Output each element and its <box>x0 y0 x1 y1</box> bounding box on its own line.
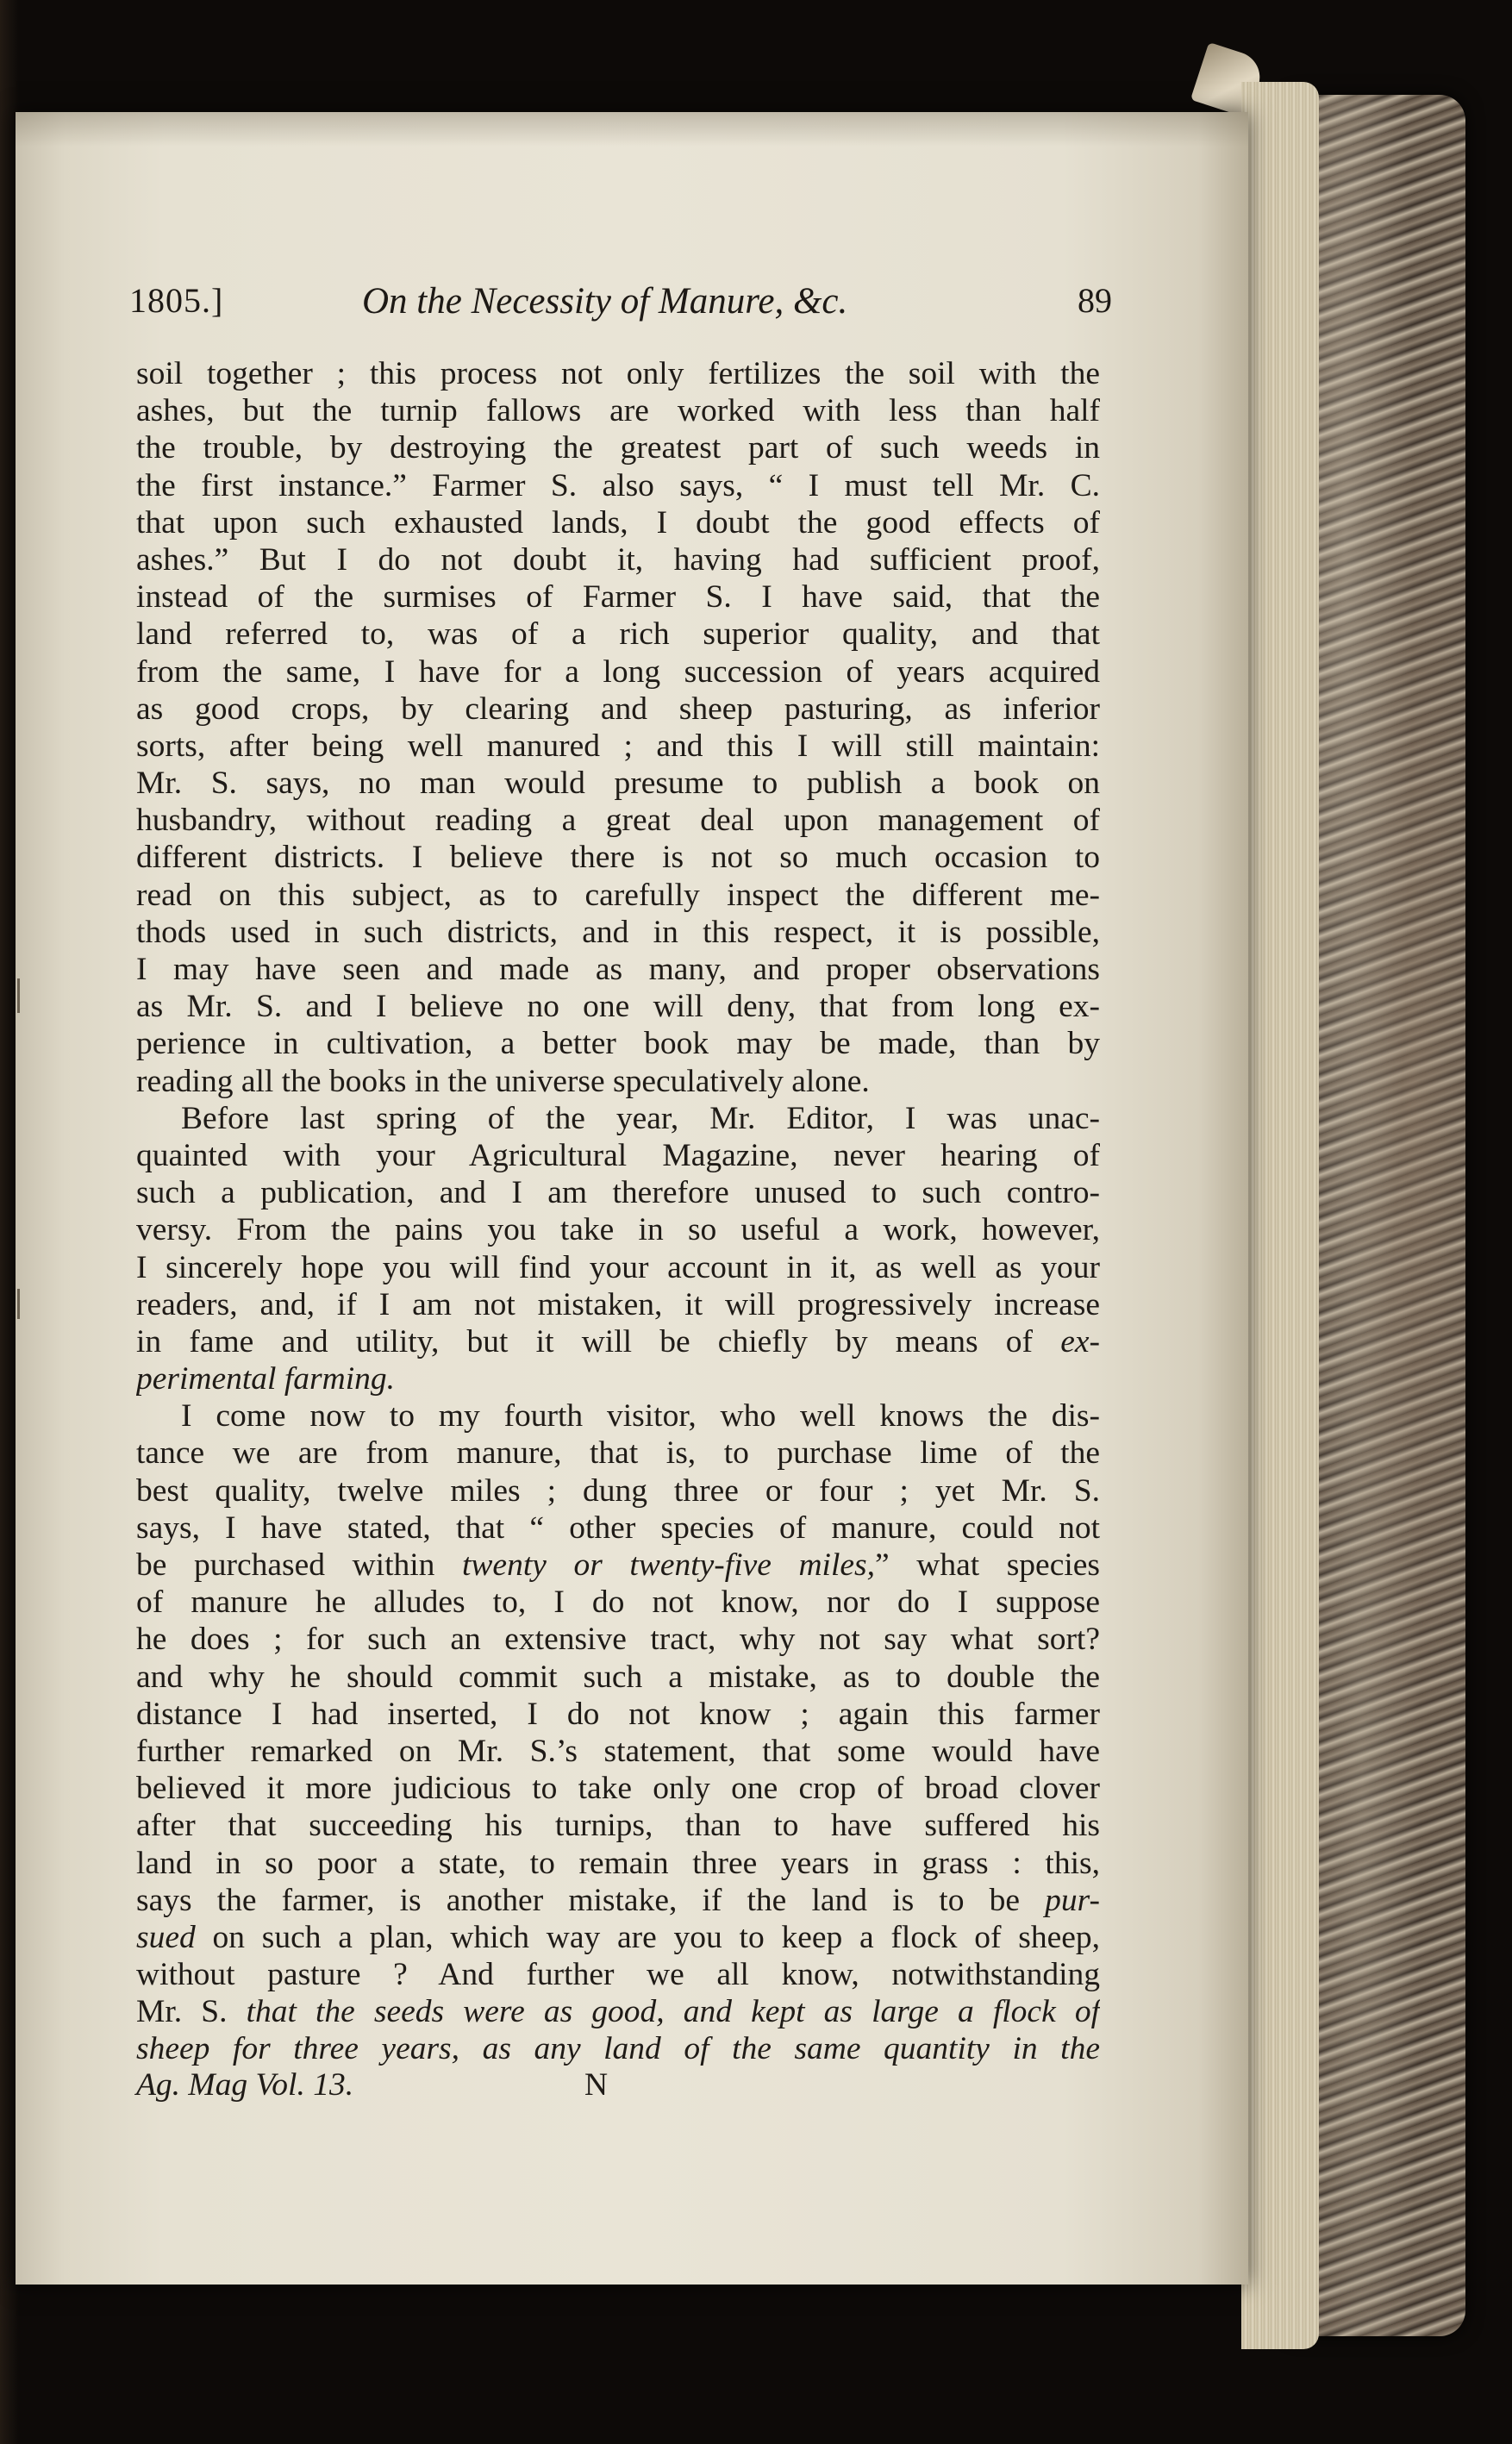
italic-text: pur- <box>1045 1882 1100 1918</box>
text-line <box>136 578 1100 616</box>
text-line <box>136 1286 1100 1323</box>
italic-text: ex- <box>1060 1323 1100 1360</box>
italic-text: perimental farming. <box>136 1361 395 1397</box>
running-header <box>129 280 1112 332</box>
line-text: readers, and, if I am not mistaken, it will progressively increase <box>136 1286 1100 1322</box>
text-line <box>136 504 1100 541</box>
line-text: Before last spring of the year, Mr. Editor, I was unac- <box>181 1100 1100 1136</box>
text-line <box>136 1397 1100 1435</box>
line-text: further remarked on Mr. S.’s statement, that some would have <box>136 1733 1100 1769</box>
line-text: the first instance.” Farmer S. also says, “ I must tell Mr. C. <box>136 467 1100 503</box>
line-text: in fame and utility, but it will be chiefly by means of <box>136 1323 1061 1360</box>
line-text: soil together ; this process not only fertilizes the soil with the <box>136 356 1100 391</box>
text-line <box>136 1063 1100 1100</box>
line-text: husbandry, without reading a great deal upon management of <box>136 803 1100 839</box>
line-text: after that succeeding his turnips, than to have suffered his <box>136 1808 1100 1844</box>
italic-text: sued <box>136 1919 196 1955</box>
italic-text: twenty or twenty-five miles, <box>462 1547 876 1583</box>
line-text: that upon such exhausted lands, I doubt the good effects of <box>136 504 1100 541</box>
text-line <box>136 691 1100 728</box>
page-shadow <box>16 112 1248 147</box>
line-text: land in so poor a state, to remain three years in grass : this, <box>136 1845 1100 1881</box>
text-line <box>136 1174 1100 1211</box>
line-text: the trouble, by destroying the greatest part of such weeds in <box>136 430 1100 466</box>
line-text: as good crops, by clearing and sheep pasturing, as inferior <box>136 691 1100 727</box>
line-text: versy. From the pains you take in so useful a work, however, <box>136 1212 1100 1248</box>
text-line <box>136 1510 1100 1547</box>
text-line <box>136 467 1100 504</box>
text-line <box>136 1659 1100 1696</box>
text-line <box>136 839 1100 876</box>
line-text: as Mr. S. and I believe no one will deny, that from long ex- <box>136 989 1100 1025</box>
text-line <box>136 1137 1100 1174</box>
text-line <box>136 653 1100 691</box>
line-text: land referred to, was of a rich superior quality, and that <box>136 616 1100 653</box>
book-page-edges <box>1241 82 1319 2349</box>
text-line <box>136 1249 1100 1286</box>
line-text: Mr. S. says, no man would presume to publish a book on <box>136 766 1100 802</box>
text-line <box>136 2030 1100 2067</box>
line-text: says the farmer, is another mistake, if the land is to be <box>136 1882 1046 1918</box>
page-number: 89 <box>1078 281 1112 320</box>
text-line <box>136 541 1100 578</box>
text-line <box>136 802 1100 839</box>
text-line <box>136 1435 1100 1472</box>
line-text: believed it more judicious to take only one crop of broad clover <box>136 1771 1100 1807</box>
line-text: I sincerely hope you will find your account in it, as well as your <box>136 1249 1100 1285</box>
text-line <box>136 1807 1100 1844</box>
line-text: ” what species <box>875 1547 1100 1583</box>
margin-mark <box>17 978 20 1013</box>
header-year: 1805.] <box>129 281 224 320</box>
text-line <box>136 1845 1100 1882</box>
line-text: perience in cultivation, a better book may be made, than by <box>136 1026 1100 1062</box>
text-line <box>136 1360 1100 1397</box>
line-text: best quality, twelve miles ; dung three or four ; yet Mr. S. <box>136 1472 1100 1509</box>
margin-mark <box>17 1289 20 1319</box>
text-line <box>136 1547 1100 1584</box>
line-text: quainted with your Agricultural Magazine, never hearing of <box>136 1137 1100 1173</box>
line-text: I come now to my fourth visitor, who well knows the dis- <box>181 1398 1100 1435</box>
book-cover-marbled <box>1293 95 1465 2336</box>
text-line <box>136 1621 1100 1658</box>
text-line <box>136 1100 1100 1137</box>
line-text: on such a plan, which way are you to keep a flock of sheep, <box>195 1919 1100 1955</box>
line-text: reading all the books in the universe speculatively alone. <box>136 1063 870 1099</box>
text-line <box>136 1584 1100 1621</box>
text-line <box>136 951 1100 988</box>
line-text: read on this subject, as to carefully inspect the different me- <box>136 877 1100 913</box>
text-line <box>136 616 1100 653</box>
text-line <box>136 429 1100 466</box>
line-text: says, I have stated, that “ other species of manure, could not <box>136 1510 1100 1546</box>
line-text: different districts. I believe there is not so much occasion to <box>136 840 1100 876</box>
text-line <box>136 1211 1100 1248</box>
text-line <box>136 1882 1100 1919</box>
text-line <box>136 988 1100 1025</box>
text-line <box>136 1472 1100 1510</box>
line-text: of manure he alludes to, I do not know, nor do I suppose <box>136 1585 1100 1621</box>
line-text: thods used in such districts, and in this respect, it is possible, <box>136 914 1100 950</box>
text-line <box>136 877 1100 914</box>
line-text: ashes, but the turnip fallows are worked with less than half <box>136 393 1100 429</box>
text-line <box>136 1919 1100 1956</box>
italic-text: that the seeds were as good, and kept as large a flock of <box>246 1994 1100 2030</box>
text-line <box>136 1993 1100 2030</box>
line-text: ashes.” But I do not doubt it, having had sufficient proof, <box>136 541 1100 578</box>
body-text <box>136 355 1100 2068</box>
text-line <box>136 1770 1100 1807</box>
line-text: Mr. S. <box>136 1994 247 2030</box>
text-line <box>136 728 1100 765</box>
line-text: distance I had inserted, I do not know ; again this farmer <box>136 1696 1100 1732</box>
text-line <box>136 1956 1100 1993</box>
text-line <box>136 355 1100 392</box>
signature-line: Ag. Mag Vol. 13. <box>136 2067 354 2103</box>
text-line <box>136 765 1100 802</box>
line-text: he does ; for such an extensive tract, why not say what sort? <box>136 1622 1100 1658</box>
text-line <box>136 1696 1100 1733</box>
text-line <box>136 914 1100 951</box>
text-line <box>136 1025 1100 1062</box>
header-title: On the Necessity of Manure, &c. <box>362 281 848 322</box>
line-text: from the same, I have for a long succession of years acquired <box>136 653 1100 690</box>
text-line <box>136 392 1100 429</box>
line-text: I may have seen and made as many, and proper observations <box>136 952 1100 987</box>
signature-mark: N <box>584 2067 609 2103</box>
text-line <box>136 1323 1100 1360</box>
line-text: without pasture ? And further we all know, notwithstanding <box>136 1957 1100 1993</box>
line-text: and why he should commit such a mistake, as to double the <box>136 1659 1100 1695</box>
text-line <box>136 1733 1100 1770</box>
line-text: sorts, after being well manured ; and this I will still maintain: <box>136 728 1100 764</box>
line-text: instead of the surmises of Farmer S. I have said, that the <box>136 579 1100 616</box>
line-text: be purchased within <box>136 1547 462 1583</box>
line-text: such a publication, and I am therefore unused to such contro- <box>136 1175 1100 1211</box>
italic-text: sheep for three years, as any land of the same quantity in the <box>136 2031 1100 2067</box>
line-text: tance we are from manure, that is, to purchase lime of the <box>136 1435 1100 1472</box>
page-footer <box>136 2066 1100 2110</box>
